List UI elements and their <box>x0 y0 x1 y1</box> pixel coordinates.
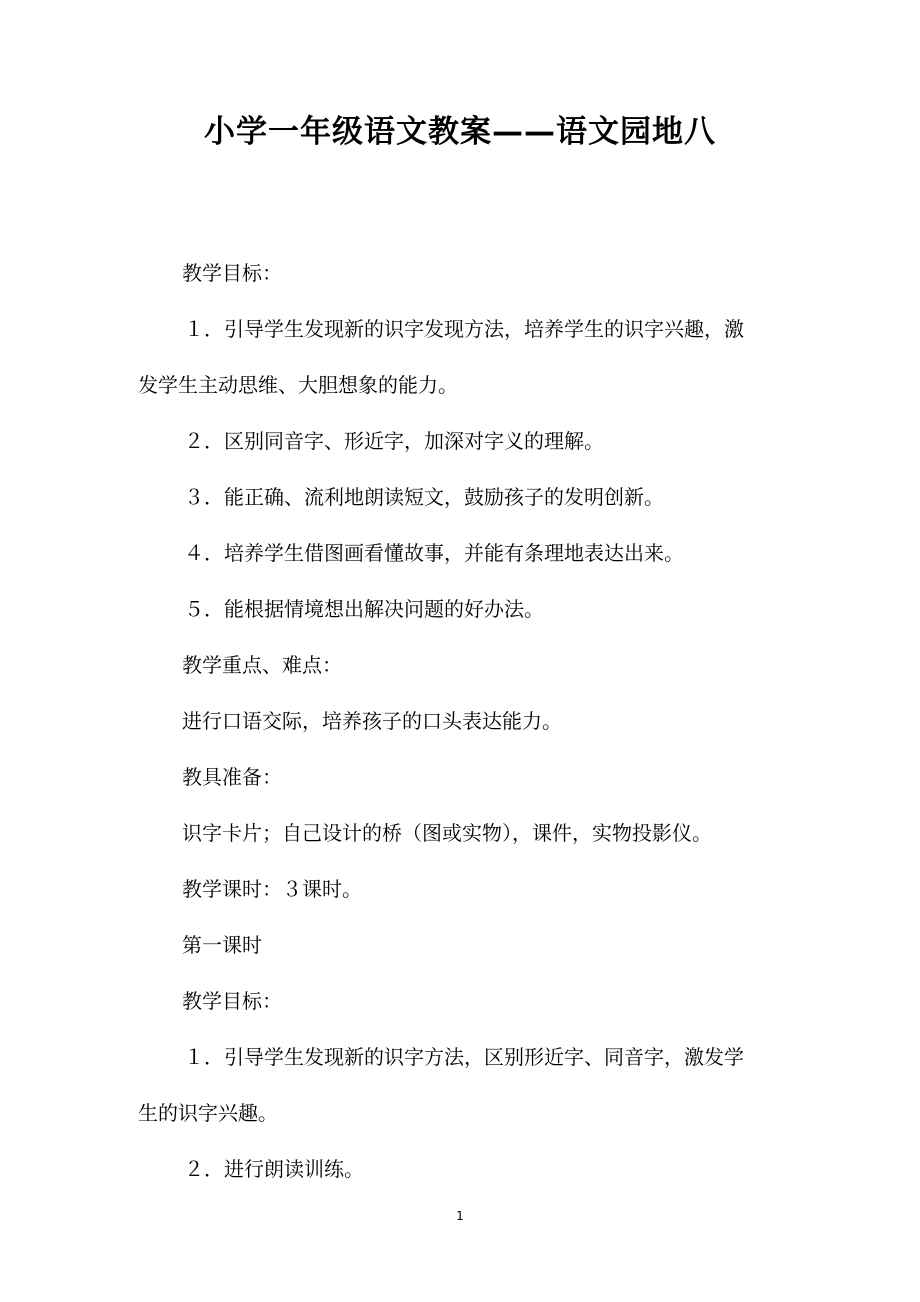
lesson-objective-item-2: ２．进行朗读训练。 <box>184 1157 364 1181</box>
objective-item-3: ３．能正确、流利地朗读短文，鼓励孩子的发明创新。 <box>184 485 664 509</box>
materials-text: 识字卡片；自己设计的桥（图或实物），课件，实物投影仪。 <box>182 821 712 845</box>
section-heading-objectives: 教学目标： <box>182 261 282 285</box>
section-heading-materials: 教具准备： <box>182 765 282 789</box>
section-heading-lesson-objectives: 教学目标： <box>182 989 282 1013</box>
document-body <box>138 245 788 1197</box>
objective-item-5: ５．能根据情境想出解决问题的好办法。 <box>184 597 544 621</box>
objective-item-2: ２．区别同音字、形近字，加深对字义的理解。 <box>184 429 604 453</box>
document-title: 小学一年级语文教案——语文园地八 <box>204 114 716 150</box>
section-heading-key-points: 教学重点、难点： <box>182 653 342 677</box>
key-points-text: 进行口语交际，培养孩子的口头表达能力。 <box>182 709 562 733</box>
lesson-objective-item-1-continued: 生的识字兴趣。 <box>138 1101 278 1125</box>
objective-item-4: ４．培养学生借图画看懂故事，并能有条理地表达出来。 <box>184 541 684 565</box>
objective-item-1: １．引导学生发现新的识字发现方法，培养学生的识字兴趣，激 <box>184 317 744 341</box>
lesson-objective-item-1: １．引导学生发现新的识字方法，区别形近字、同音字，激发学 <box>184 1045 744 1069</box>
section-heading-first-lesson: 第一课时 <box>182 933 262 957</box>
class-hours-text: 教学课时：３课时。 <box>182 877 362 901</box>
page-number: 1 <box>456 1209 464 1223</box>
objective-item-1-continued: 发学生主动思维、大胆想象的能力。 <box>138 373 458 397</box>
